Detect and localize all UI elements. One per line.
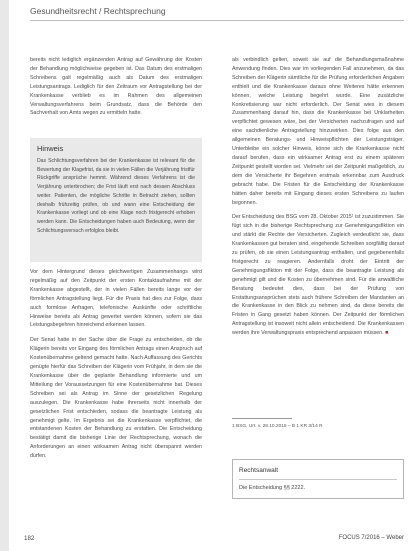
body-paragraph: Vor dem Hintergrund dieses gleichwertigen Zusammenhangs wird regelmäßig auf den Zeitpunkt der ersten Kontaktaufnahme mit der Krankenkasse abgestellt, der in vielen Fällen bereits lange vor der förmlichen Antragstellung liegt. Für die Praxis hat dies zur Folge, dass auch formlose Anfragen, telefonische Auskünfte oder schriftliche Hinweise bereits als Antrag gewertet werden können, sofern sie das Leistungsbegehren hinreichend erkennen lassen. xyxy=(30,269,202,329)
footnote-divider xyxy=(232,418,292,419)
body-paragraph: Der Senat hatte in der Sache über die Frage zu entscheiden, ob die Klägerin bereits vor Eingang des förmlichen Antrags einen Anspruch auf Kostenübernahme geltend gemacht hatte. Nach Auffassung des Gerichts genügte hierfür das Schreiben der Klägerin vom Frühjahr, in dem sie die Krankenkasse über die geplante Behandlung informierte und um Mitteilung der Voraussetzungen für eine Kostenübernahme bat. Dieses Schreiben sei als Antrag im Sinne der gesetzlichen Regelung auszulegen. Die Krankenkasse habe ihrerseits nicht innerhalb der gesetzlichen Frist entschieden, sodass die beantragte Leistung als genehmigt gelte. Im Ergebnis sei die Krankenkasse verpflichtet, die entstandenen Kosten der Behandlung zu erstatten. Die Entscheidung bestätigt damit die bisherige Linie der Rechtsprechung, wonach die Anforderungen an einen wirksamen Antrag nicht überspannt werden dürfen. xyxy=(30,337,202,460)
body-paragraph xyxy=(232,213,404,338)
page-number: 182 xyxy=(24,535,35,542)
footnote: 1 BSG, Urt. v. 28.10.2015 – B 1 KR 3/14 R xyxy=(232,424,323,429)
page-edge-strip xyxy=(0,0,9,551)
body-paragraph: bereits nicht lediglich ergänzenden Antrag auf Gewährung der Kosten der Behandlung möglichweise gegeben ist. Das Datum des erstmaligen Schreibens galt regelmäßig auch als Datum des erstmaligen Leistungsantrags. Lediglich für den Zeitraum vor Antragstellung bei der Krankenkasse verblieb es im Rahmen des allgemeinen Verwaltungsverfahrens beim Grundsatz, dass die Behörde den Sachverhalt von Amts wegen zu ermitteln hatte. xyxy=(30,57,202,117)
header-divider xyxy=(30,20,404,21)
body-paragraph: als verbindlich gelten, soweit sie auf die Behandlungsmaßnahme Anwendung finden. Dies war im vorliegenden Fall anzunehmen, da das Schreiben der Klägerin sämtliche für die Prüfung erforderlichen Angaben enthielt und die Krankenkasse daraus ohne Weiteres hätte erkennen können, welche Leistung begehrt wurde. Eine zusätzliche Konkretisierung war nicht erforderlich. Der Senat wies in diesem Zusammenhang darauf hin, dass die Krankenkasse bei Unklarheiten verpflichtet gewesen wäre, bei der Versicherten nachzufragen und auf eine sachdienliche Antragstellung hinzuwirken. Dies folge aus den allgemeinen Beratungs- und Hinweispflichten der Leistungsträger. Unterbleibe ein solcher Hinweis, könne sich die Krankenkasse nicht darauf berufen, dass ein wirksamer Antrag erst zu einem späteren Zeitpunkt gestellt worden sei. Vielmehr sei der Zeitpunkt maßgeblich, zu dem die Versicherte ihr Begehren erstmals erkennbar zum Ausdruck gebracht habe. Die Fristen für die Entscheidung der Krankenkasse hätten daher bereits mit Eingang dieses ersten Schreibens zu laufen begonnen. xyxy=(232,57,404,206)
right-column xyxy=(232,56,404,412)
left-column-top xyxy=(30,56,202,134)
author-info-text: Die Entscheidung §§ 2222. xyxy=(239,485,306,491)
author-info-box xyxy=(232,459,404,499)
left-column-bottom xyxy=(30,268,202,530)
footer-publication-code: FOCUS 7/2016 – Weber xyxy=(338,535,404,541)
author-info-divider xyxy=(239,479,397,480)
hinweis-title: Hinweis xyxy=(37,144,64,153)
running-header: Gesundheitsrecht / Rechtsprechung xyxy=(30,6,166,16)
body-text: Der Entscheidung des BSG vom 28. Oktober 2015¹ ist zuzustimmen. Sie fügt sich in die bisherige Rechtsprechung zur Genehmigungsfiktion ein und stärkt die Rechte der Versicherten. Zugleich verdeutlicht sie, dass Krankenkassen gut beraten sind, eingehende Schreiben sorgfältig darauf zu prüfen, ob sie einen Leistungsantrag enthalten, und gegebenenfalls fristgerecht zu reagieren. Andernfalls droht der Eintritt der Genehmigungsfiktion mit der Folge, dass die beantragte Leistung als genehmigt gilt und die Kosten zu übernehmen sind. Für die anwaltliche Beratung bedeutet dies, dass bei der Prüfung von Erstattungsansprüchen stets auch frühere Schreiben der Mandanten an die Krankenkasse in den Blick zu nehmen sind, da diese bereits die Fristen in Gang gesetzt haben können. Der Zeitpunkt der förmlichen Antragstellung ist insoweit nicht allein entscheidend. Die Krankenkassen werden ihre Verwaltungspraxis entsprechend anpassen müssen. xyxy=(232,214,404,337)
end-of-article-marker: ■ xyxy=(385,330,389,337)
hinweis-text: Das Schlichtungsverfahren bei der Krankenkasse ist relevant für die Bewertung der Klagefrist, da sie in vielen Fällen die Verjährung fristfür Rückgriffe ansprüche hemmt. Während dieses Verfahrens ist die Verjährung unterbrochen; die Frist läuft erst nach dessen Abschluss weiter. Patienten, die mögliche Schritte in Betracht ziehen, sollten deshalb frühzeitig prüfen, ob und wann eine Entscheidung der Krankenkasse vorliegt und ob eine Klage noch fristgerecht erhoben werden kann. Die Entscheidungen haben auch Bedeutung, wenn der Schlichtungsversuch erfolglos bleibt. xyxy=(37,158,195,234)
author-info-title: Rechtsanwalt xyxy=(239,467,279,474)
hinweis-box xyxy=(30,138,202,262)
